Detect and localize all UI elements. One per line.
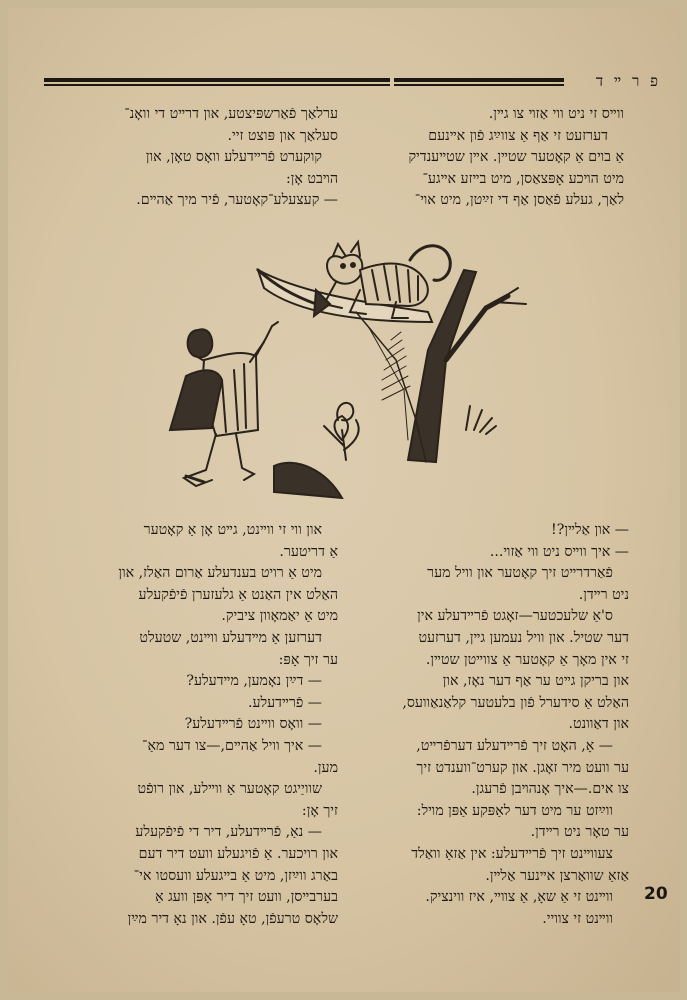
text-line: אַ בױם אַ קאָטער שטײן. אײן שטײענדיק: [408, 149, 624, 166]
text-line: דער שטיל. און וויל נעמען גײן, דערזעט: [418, 629, 629, 646]
grass-tuft: [466, 406, 496, 434]
text-line: מיט אַ יאַמאָוון ציביק.: [221, 608, 338, 625]
running-head: פ ר ײ ד: [595, 72, 661, 90]
text-line: אַזאַ שוואַרצן אײנער אַלײן.: [485, 867, 629, 884]
text-line: ער וועט מיר זאָגן. און קערט־ווענדט זיך: [416, 759, 629, 776]
text-line: און דאַוונט.: [568, 716, 629, 733]
text-line: ניט רײדן.: [578, 586, 629, 603]
text-line: צו אים.—איך אָנהױבן פֿרעגן.: [471, 781, 629, 798]
text-line: ערלאַך פֿאַרשפּיצטע, און דרײט די וואָנ־: [124, 106, 338, 122]
text-line: ווײנט זי צוויי.: [542, 910, 613, 927]
text-column-top-right: [364, 104, 624, 212]
text-line: לאַך, געלע פֿאַסן אַף די זײַטן, מיט אױ־: [414, 192, 624, 209]
text-line: — און אַלײן?!: [551, 522, 629, 538]
text-line: קוקערט פֿרײדעלע וואָס טאָן, און: [145, 149, 322, 166]
text-line: — איך ווײס ניט ווי אַזױ...: [489, 543, 629, 560]
text-line: זי אין מאָך אַ קאָטער אַ צווײטן שטײן.: [425, 651, 629, 668]
text-line: פֿאַרדרײט זיך קאָטער און וויל מער: [427, 565, 613, 582]
text-line: — נאַ, פֿרײדעלע, דיר די פֿיפֿקעלע: [135, 824, 322, 841]
text-line: הױבט אָן:: [285, 170, 338, 187]
text-line: ווײנט זי אַ שאָ, אַ צװײ, איז ווינציק.: [425, 889, 613, 906]
text-line: מען.: [313, 759, 338, 776]
text-line: ווײַזט ער מיט דער לאַפּקע אַפּן מױל:: [416, 802, 613, 819]
text-line: ער טאָר ניט רײדן.: [530, 824, 629, 841]
text-line: שוויַיגט קאָטער אַ ווײלע, און רופֿט: [137, 781, 322, 798]
text-line: און ווי זי ווײנט, גײט אָן אַ קאָטער: [143, 522, 322, 538]
text-line: זיך אָן:: [301, 802, 338, 819]
text-line: און רויכער. אַ פֿויגעלע וועט דיר דעם: [138, 845, 338, 862]
text-line: סעלאַך און פּוצט זיי.: [227, 127, 338, 144]
text-column-bottom-right: [354, 520, 629, 930]
text-line: האַלט אין האַנט אַ גלעזערן פֿיפֿקעלע: [138, 586, 338, 603]
text-line: האַלט אַ סידערל פֿון בלעטער קלאַנאַוועס,: [402, 694, 629, 711]
text-line: — דײַן נאָמען, מײדעלע?: [186, 673, 322, 690]
text-line: מיט אַ רויט בענדעלע אַרום האַלז, און: [118, 565, 322, 582]
text-line: שלאָס טרעפֿן, טאָ עפֿן. און נאָ דיר מײַן: [127, 910, 338, 927]
text-line: — קעצעלע־קאָטער, פֿיר מיך אַהײם.: [136, 192, 338, 209]
text-line: דערזעט זי אַף אַ צווײַג פֿון אײנעם: [428, 127, 608, 144]
book-page: [8, 8, 680, 992]
text-line: — וואָס ווײנט פֿרײדעלע?: [184, 716, 322, 733]
text-line: — פֿרײדעלע.: [247, 694, 322, 711]
ground-mound: [274, 463, 342, 498]
text-line: ווײס זי ניט ווי אַזױ צו גײן.: [488, 106, 624, 122]
text-line: און בריקן גײט ער אַף דער נאָז, און: [442, 673, 629, 690]
text-line: אַ דריטער.: [279, 543, 338, 560]
text-line: ער זיך אָפּ:: [278, 651, 338, 668]
text-line: מיט הױכע אָפּצאַסן, מיט בײזע אײגע־: [422, 170, 624, 187]
text-line: ס'אַ שלעכטער—זאָגט פֿרײדעלע אין: [417, 608, 613, 625]
text-column-top-left: [46, 104, 338, 212]
text-line: צעווײנט זיך פֿרײדעלע: אין אַזאַ וואַלד: [411, 845, 613, 862]
flower-plant: [324, 403, 359, 460]
page-number: 20: [644, 884, 668, 904]
header-rule: [44, 78, 564, 88]
text-line: דערזען אַ מײדעלע ווײנט, שטעלט: [139, 629, 322, 646]
cat-and-boy-illustration: [146, 230, 546, 510]
boy-figure: [170, 322, 278, 486]
text-line: — אָ, האָט זיך פֿרײדעלע דערפֿרײט,: [416, 737, 613, 754]
text-column-bottom-left: [46, 520, 338, 930]
text-line: בערבײסן, וועט זיך דיר אָפּן וועג אַ: [155, 889, 338, 906]
text-line: — איך וויל אַהײם,—צו דער מאַ־: [142, 737, 322, 754]
text-line: באַרג ווײַזן, מיט אַ בײגעלע וועסטו אי־: [133, 867, 338, 884]
